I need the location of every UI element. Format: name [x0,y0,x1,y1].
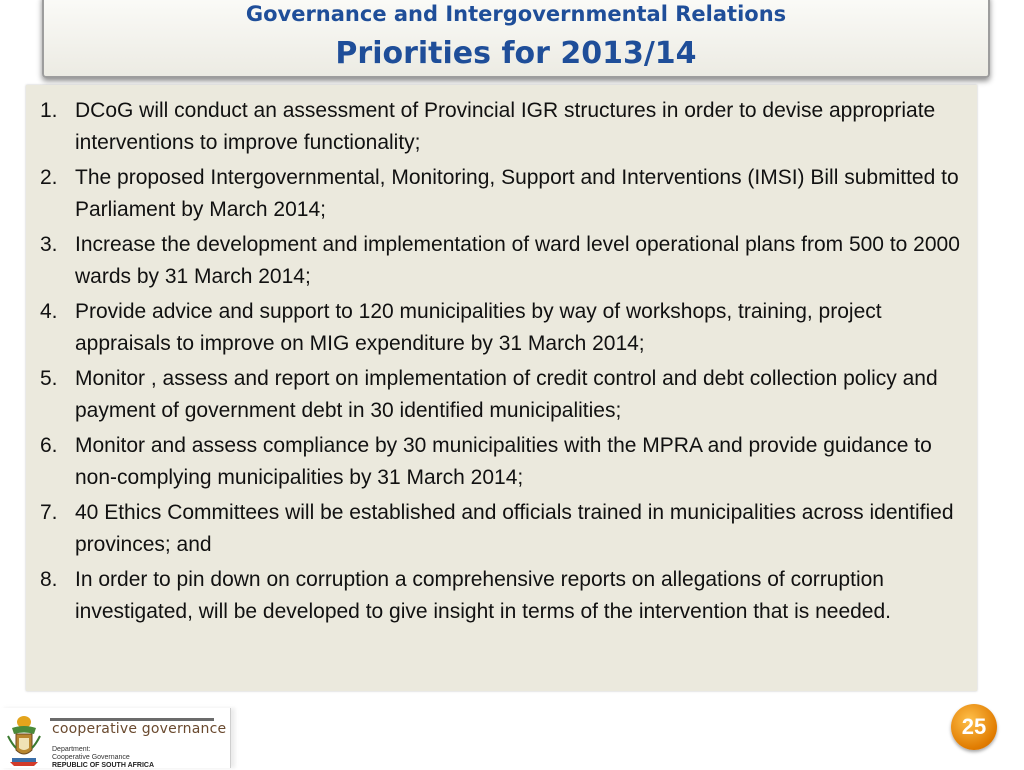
list-item [26,95,977,159]
item-text: 40 Ethics Committees will be established and officials trained in municipalities across identified provinces; and [75,501,954,556]
item-text: Monitor and assess compliance by 30 municipalities with the MPRA and provide guidance to non-complying municipalities by 31 March 2014; [75,434,932,489]
slide-title: Governance and Intergovernmental Relations [245,2,787,26]
priorities-list [26,85,977,628]
item-text: Monitor , assess and report on implementation of credit control and debt collection policy and payment of government debt in 30 identified municipalities; [75,367,938,422]
priorities-content [26,85,977,691]
item-number: 7. [40,501,58,524]
item-number: 4. [40,300,58,323]
item-text: DCoG will conduct an assessment of Provincial IGR structures in order to devise appropriate interventions to improve functionality; [75,99,936,154]
logo-republic: REPUBLIC OF SOUTH AFRICA [52,762,155,769]
coat-of-arms-icon [4,714,44,768]
list-item [26,430,977,494]
item-number: 5. [40,367,58,390]
item-text: The proposed Intergovernmental, Monitoring, Support and Interventions (IMSI) Bill submitted to Parliament by March 2014; [75,166,959,221]
list-item [26,229,977,293]
department-logo [0,708,231,768]
list-item [26,296,977,360]
list-item [26,363,977,427]
logo-department-name: Cooperative Governance [52,754,130,761]
logo-department: Department: [52,746,91,753]
item-text: Provide advice and support to 120 municipalities by way of workshops, training, project appraisals to improve on MIG expenditure by 31 March 2014; [75,300,882,355]
item-number: 2. [40,166,58,189]
item-number: 3. [40,233,58,256]
list-item [26,162,977,226]
logo-brand: cooperative governance [52,721,227,737]
list-item [26,564,977,628]
slide-subtitle: Priorities for 2013/14 [335,36,697,71]
page-number-badge: 25 [951,704,997,750]
list-item [26,497,977,561]
item-number: 8. [40,568,58,591]
slide-title-box [42,0,990,78]
item-number: 6. [40,434,58,457]
item-text: In order to pin down on corruption a comprehensive reports on allegations of corruption investigated, will be developed to give insight in terms of the intervention that is needed. [75,568,891,623]
item-text: Increase the development and implementation of ward level operational plans from 500 to 2000 wards by 31 March 2014; [75,233,960,288]
item-number: 1. [40,99,58,122]
